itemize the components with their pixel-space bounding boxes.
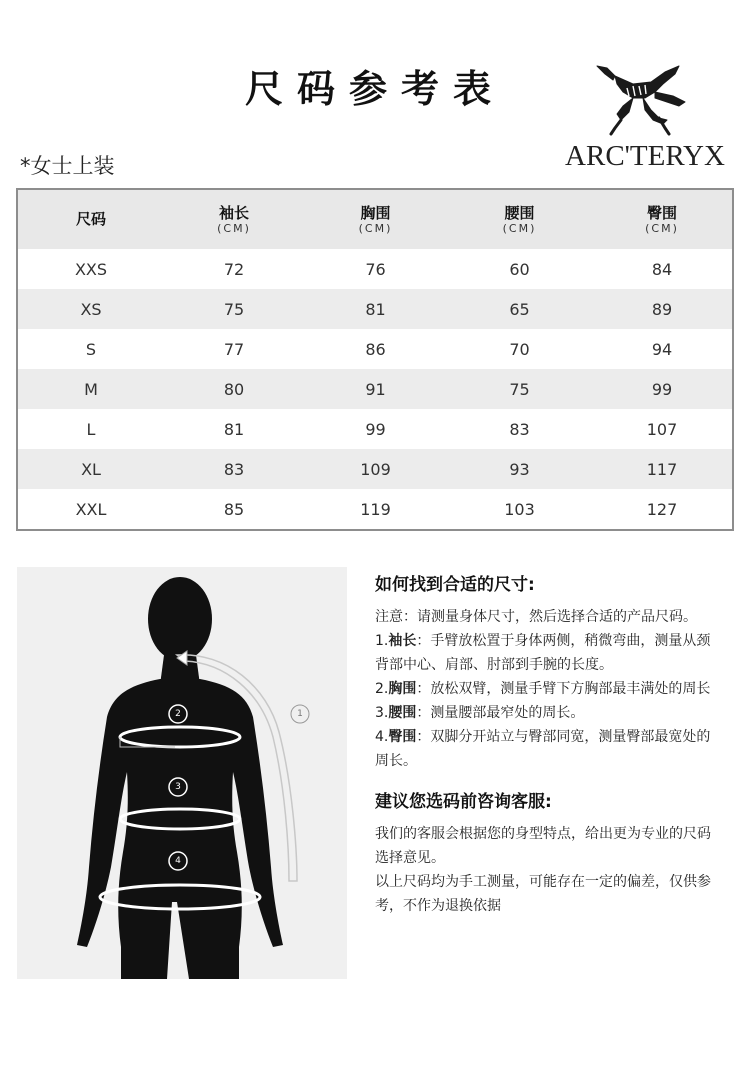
measurement-figure: [17, 567, 347, 979]
measurement-guide: [375, 570, 720, 918]
brand-logo: [555, 62, 735, 182]
cell-hip: 117: [646, 459, 678, 479]
body-silhouette-icon: [17, 567, 347, 979]
cell-chest: 86: [365, 339, 386, 359]
cell-hip: 127: [646, 499, 678, 519]
cell-chest: 109: [360, 459, 391, 479]
page-title: 尺码参考表: [244, 67, 505, 111]
cell-waist: 60: [509, 259, 530, 279]
table-header: [18, 190, 732, 249]
header-size: 尺码: [75, 210, 106, 228]
cell-waist: 93: [509, 459, 530, 479]
guide-note: 注意：请测量身体尺寸，然后选择合适的产品尺码。: [375, 609, 697, 625]
marker-4: 4: [175, 856, 181, 866]
cell-size: XXL: [75, 499, 107, 519]
cell-size: XL: [81, 459, 101, 479]
guide-item: 4.臀围：双脚分开站立与臀部同宽，测量臀部最宽处的周长。: [375, 729, 711, 769]
cell-chest: 119: [360, 499, 391, 519]
marker-2: 2: [175, 709, 181, 719]
cell-size: M: [84, 379, 98, 399]
cell-sleeve: 83: [223, 459, 245, 479]
cell-size: XXS: [74, 259, 108, 279]
cell-chest: 81: [365, 299, 386, 319]
guide-item: 1.袖长：手臂放松置于身体两侧，稍微弯曲，测量从颈背部中心、肩部、肘部到手腕的长度。: [375, 633, 711, 673]
advice-heading: 建议您选码前咨询客服:: [375, 792, 552, 812]
guide-heading: 如何找到合适的尺寸:: [375, 575, 535, 595]
table-row: [18, 409, 732, 449]
header-waist: 腰围 (CM): [502, 203, 537, 235]
advice-text: 以上尺码均为手工测量，可能存在一定的偏差，仅供参考，不作为退换依据: [375, 874, 711, 914]
cell-hip: 89: [651, 299, 673, 319]
cell-waist: 65: [509, 299, 530, 319]
table-row: [18, 329, 732, 369]
archaeopteryx-logo-icon: [593, 62, 688, 138]
cell-chest: 99: [365, 419, 386, 439]
table-row: [18, 369, 732, 409]
cell-waist: 70: [509, 339, 530, 359]
cell-hip: 99: [651, 379, 673, 399]
advice-text: 我们的客服会根据您的身型特点，给出更为专业的尺码选择意见。: [375, 826, 711, 866]
marker-1: 1: [297, 709, 303, 719]
header-chest: 胸围 (CM): [358, 203, 393, 235]
table-row: [18, 289, 732, 329]
cell-waist: 75: [509, 379, 530, 399]
guide-item: 2.胸围：放松双臂，测量手臂下方胸部最丰满处的周长: [375, 681, 711, 697]
cell-waist: 83: [509, 419, 530, 439]
cell-sleeve: 77: [223, 339, 245, 359]
marker-3: 3: [175, 782, 181, 792]
cell-size: XS: [80, 299, 102, 319]
cell-size: L: [86, 419, 96, 439]
size-table: [16, 188, 734, 531]
cell-hip: 94: [651, 339, 673, 359]
cell-size: S: [85, 339, 97, 359]
header-hip: 臀围 (CM): [645, 203, 679, 235]
cell-sleeve: 72: [223, 259, 245, 279]
table-row: [18, 249, 732, 289]
cell-hip: 84: [651, 259, 673, 279]
header-sleeve: 袖长 (CM): [217, 203, 251, 235]
cell-chest: 91: [365, 379, 386, 399]
cell-hip: 107: [646, 419, 678, 439]
cell-waist: 103: [504, 499, 535, 519]
category-label: *女士上装: [20, 154, 115, 178]
cell-chest: 76: [365, 259, 386, 279]
cell-sleeve: 80: [223, 379, 245, 399]
cell-sleeve: 81: [223, 419, 245, 439]
table-row: [18, 489, 732, 529]
cell-sleeve: 75: [223, 299, 245, 319]
table-row: [18, 449, 732, 489]
cell-sleeve: 85: [223, 499, 245, 519]
brand-name: ARC'TERYX: [565, 140, 725, 172]
guide-item: 3.腰围：测量腰部最窄处的周长。: [375, 705, 585, 721]
